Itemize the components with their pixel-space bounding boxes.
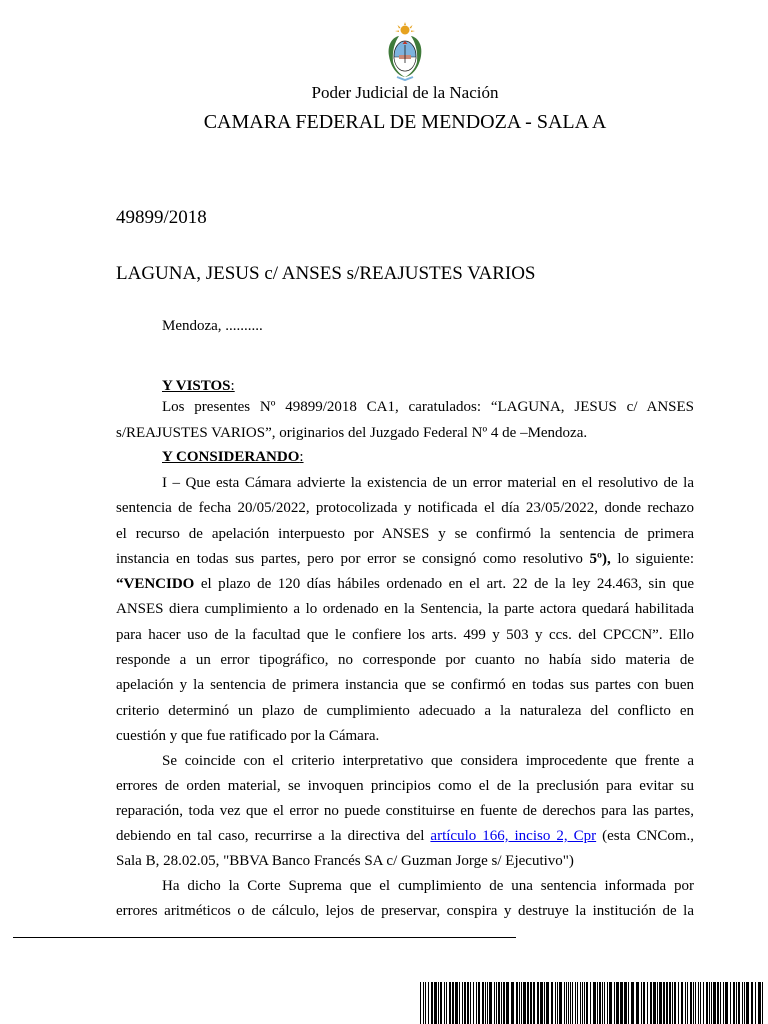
barcode-bar: [709, 982, 710, 1024]
barcode-bar: [657, 982, 658, 1024]
barcode-bar: [762, 982, 763, 1024]
barcode-bar: [730, 982, 731, 1024]
body-text: lo siguiente:: [617, 551, 694, 567]
body-line: cuestión y que fue ratificado por la Cámara.: [116, 728, 380, 744]
barcode-bar: [572, 982, 573, 1024]
body-text: (esta CNCom.,: [602, 828, 694, 844]
barcode-bar: [523, 982, 526, 1024]
barcode-bar: [544, 982, 545, 1024]
place-date: Mendoza, ..........: [162, 318, 263, 334]
barcode-bar: [540, 982, 543, 1024]
barcode-bar: [736, 982, 737, 1024]
vencido-word: “VENCIDO: [116, 576, 195, 592]
body-text: instancia en todas sus partes, pero por error se consignó como resolutivo: [116, 551, 583, 567]
barcode-bar: [755, 982, 756, 1024]
barcode-bar: [641, 982, 642, 1024]
body-line: reparación, toda vez que el error no puede constituirse en fuente de derechos para las partes,: [116, 803, 694, 819]
barcode-bar: [751, 982, 753, 1024]
barcode-bar: [521, 982, 522, 1024]
barcode-bar: [674, 982, 676, 1024]
barcode-bar: [462, 982, 463, 1024]
barcode-bar: [590, 982, 591, 1024]
barcode-bar: [672, 982, 673, 1024]
barcode-bar: [431, 982, 433, 1024]
barcode-bar: [746, 982, 749, 1024]
body-line: errores de orden material, se invoquen principios como el de la preclusión para evitar su: [116, 778, 694, 794]
barcode-bar: [564, 982, 565, 1024]
body-line: sentencia de fecha 20/05/2022, protocolizada y notificada el día 23/05/2022, donde rechazo: [116, 500, 694, 516]
barcode-bar: [717, 982, 719, 1024]
barcode-bar: [738, 982, 740, 1024]
barcode-bar: [546, 982, 549, 1024]
body-text: debiendo en tal caso, recurrirse a la directiva del: [116, 828, 425, 844]
barcode-bar: [720, 982, 721, 1024]
barcode-bar: [446, 982, 447, 1024]
barcode-bar: [494, 982, 495, 1024]
body-line: criterio determinó un plazo de cumplimiento adecuado a la naturaleza del conflicto en: [116, 703, 694, 719]
barcode-bar: [485, 982, 486, 1024]
barcode-bar: [582, 982, 583, 1024]
barcode-bar: [599, 982, 601, 1024]
barcode-bar: [537, 982, 539, 1024]
heading-vistos: [162, 378, 235, 395]
barcode-bar: [624, 982, 627, 1024]
institution-name: Poder Judicial de la Nación: [311, 83, 499, 102]
barcode-bar: [695, 982, 696, 1024]
body-line: errores aritméticos o de cálculo, lejos de preservar, conspira y destruye la institución de la: [116, 903, 694, 919]
barcode-bar: [628, 982, 629, 1024]
barcode-bar: [744, 982, 745, 1024]
barcode-bar: [609, 982, 612, 1024]
barcode-bar: [459, 982, 460, 1024]
barcode-bar: [527, 982, 529, 1024]
barcode-bar: [586, 982, 588, 1024]
heading-considerando: [162, 449, 304, 466]
barcode-bar: [444, 982, 445, 1024]
barcode-bar: [557, 982, 558, 1024]
barcode-bar: [570, 982, 571, 1024]
barcode-bar: [511, 982, 514, 1024]
barcode-bar: [555, 982, 556, 1024]
barcode-bar: [580, 982, 581, 1024]
barcode-bar: [636, 982, 639, 1024]
body-line: para hacer uso de la facultad que le confiere los arts. 499 y 503 y ccs. del CPCCN”. Ello: [116, 627, 694, 643]
barcode-bar: [496, 982, 497, 1024]
barcode-bar: [487, 982, 488, 1024]
barcode-bar: [519, 982, 520, 1024]
body-line: responde a un error tipográfico, no corresponde por cuanto no había sido materia de: [116, 652, 694, 668]
barcode-bar: [428, 982, 429, 1024]
case-title: LAGUNA, JESUS c/ ANSES s/REAJUSTES VARIOS: [116, 263, 536, 284]
barcode-bar: [434, 982, 437, 1024]
barcode-bar: [551, 982, 553, 1024]
barcode-bar: [473, 982, 474, 1024]
barcode-bar: [616, 982, 619, 1024]
barcode-bar: [620, 982, 623, 1024]
barcode-bar: [723, 982, 724, 1024]
barcode-bar: [733, 982, 735, 1024]
barcode-icon: [418, 982, 768, 1024]
barcode-bar: [423, 982, 424, 1024]
barcode-bar: [703, 982, 704, 1024]
barcode-bar: [663, 982, 665, 1024]
barcode-bar: [706, 982, 708, 1024]
heading-vistos-label: Y VISTOS: [162, 378, 231, 394]
barcode-bar: [653, 982, 656, 1024]
barcode-bar: [643, 982, 645, 1024]
barcode-bar: [647, 982, 648, 1024]
barcode-bar: [614, 982, 615, 1024]
barcode-bar: [575, 982, 576, 1024]
barcode-bar: [700, 982, 701, 1024]
body-line: [116, 550, 694, 568]
body-line: s/REAJUSTES VARIOS”, originarios del Juzgado Federal Nº 4 de –Mendoza.: [116, 425, 588, 441]
barcode-bar: [742, 982, 743, 1024]
barcode-bar: [452, 982, 454, 1024]
body-text: el plazo de 120 días hábiles ordenado en el art. 22 de la ley 24.463, sin que: [200, 576, 694, 592]
barcode-bar: [666, 982, 668, 1024]
barcode-bar: [425, 982, 426, 1024]
body-line: Se coincide con el criterio interpretativo que considera improcedente que frente a: [162, 753, 694, 769]
body-line: Sala B, 28.02.05, "BBVA Banco Francés SA c/ Guzman Jorge s/ Ejecutivo"): [116, 853, 574, 869]
heading-colon: :: [299, 449, 304, 465]
barcode-bar: [566, 982, 567, 1024]
barcode-bar: [476, 982, 477, 1024]
barcode-bar: [498, 982, 500, 1024]
barcode-bar: [659, 982, 662, 1024]
barcode-bar: [758, 982, 761, 1024]
body-line: Los presentes Nº 49899/2018 CA1, caratulados: “LAGUNA, JESUS c/ ANSES: [162, 399, 694, 415]
body-line: el recurso de apelación interpuesto por ANSES y se confirmó la sentencia de primera: [116, 526, 694, 542]
barcode-bar: [604, 982, 605, 1024]
barcode-bar: [602, 982, 603, 1024]
resolutivo-number: 5º),: [589, 551, 611, 567]
barcode-bar: [577, 982, 578, 1024]
body-line: I – Que esta Cámara advierte la existencia de un error material en el resolutivo de la: [162, 475, 694, 491]
body-line: ANSES diera cumplimiento a lo ordenado en la Sentencia, la parte actora quedará habilitada: [116, 601, 694, 617]
barcode-bar: [690, 982, 692, 1024]
barcode-bar: [650, 982, 652, 1024]
court-name: CAMARA FEDERAL DE MENDOZA - SALA A: [203, 111, 607, 133]
body-line: Ha dicho la Corte Suprema que el cumplimiento de una sentencia informada por: [162, 878, 694, 894]
barcode-bar: [482, 982, 484, 1024]
barcode-bar: [593, 982, 596, 1024]
barcode-bar: [698, 982, 699, 1024]
heading-considerando-label: Y CONSIDERANDO: [162, 449, 300, 465]
barcode-bar: [669, 982, 671, 1024]
barcode-bar: [530, 982, 532, 1024]
body-line: [116, 827, 694, 845]
barcode-bar: [501, 982, 502, 1024]
barcode-bar: [516, 982, 518, 1024]
body-line: apelación y la sentencia de primera instancia que se confirmó en todas sus partes con buen: [116, 677, 694, 693]
barcode-bar: [464, 982, 466, 1024]
barcode-bar: [489, 982, 492, 1024]
barcode-bar: [478, 982, 480, 1024]
barcode-bar: [467, 982, 469, 1024]
barcode-bar: [693, 982, 694, 1024]
barcode-bar: [506, 982, 509, 1024]
barcode-bar: [678, 982, 679, 1024]
barcode-bar: [607, 982, 608, 1024]
barcode-bar: [685, 982, 686, 1024]
barcode-bar: [455, 982, 458, 1024]
barcode-bar: [597, 982, 598, 1024]
barcode-bar: [713, 982, 716, 1024]
barcode-bar: [503, 982, 505, 1024]
barcode-bar: [681, 982, 683, 1024]
barcode-bar: [725, 982, 728, 1024]
barcode-bar: [470, 982, 471, 1024]
barcode-bar: [559, 982, 562, 1024]
barcode-bar: [533, 982, 535, 1024]
article-166-link[interactable]: artículo 166, inciso 2, Cpr: [430, 828, 597, 844]
coat-of-arms-icon: [383, 22, 427, 82]
barcode-bar: [568, 982, 569, 1024]
barcode-bar: [687, 982, 688, 1024]
barcode-bar: [584, 982, 585, 1024]
case-number: 49899/2018: [116, 207, 207, 228]
barcode-bar: [711, 982, 712, 1024]
barcode-bar: [440, 982, 442, 1024]
barcode-bar: [631, 982, 634, 1024]
body-line: [116, 575, 694, 593]
barcode-bar: [420, 982, 421, 1024]
footer-divider: [13, 937, 516, 938]
heading-colon: :: [230, 378, 235, 394]
barcode-bar: [449, 982, 451, 1024]
barcode-bar: [438, 982, 439, 1024]
